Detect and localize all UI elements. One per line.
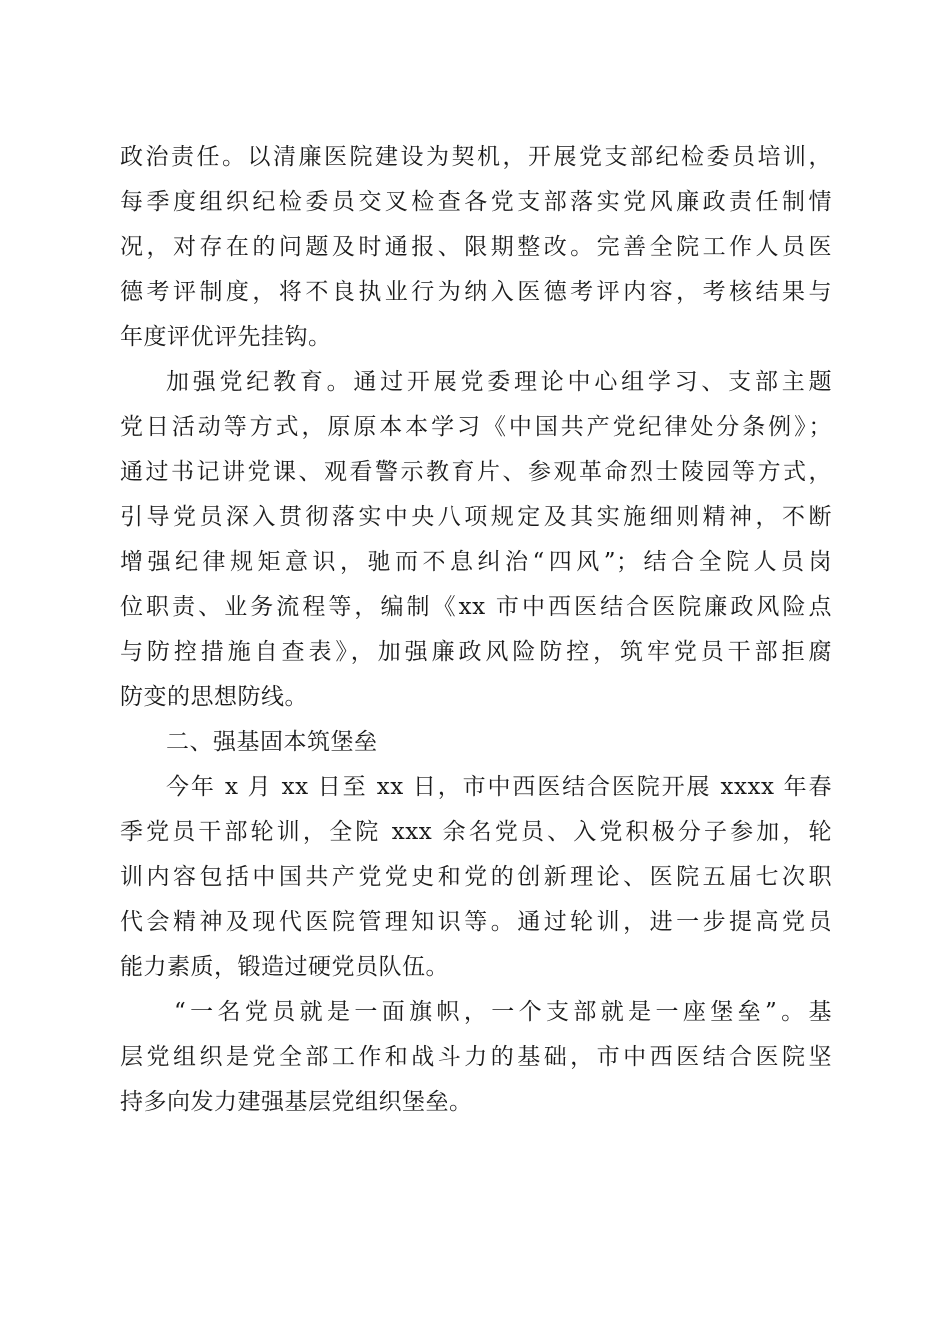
text-line: 党日活动等方式，原原本本学习《中国共产党纪律处分条例》；: [120, 414, 832, 440]
paragraph-training: [120, 765, 832, 990]
text-line: 引导党员深入贯彻落实中央八项规定及其实施细则精神，不断: [120, 504, 832, 530]
text-line: 年度评优评先挂钩。: [120, 324, 332, 350]
text-line: 代会精神及现代医院管理知识等。通过轮训，进一步提高党员: [120, 909, 832, 935]
text-line: 防变的思想防线。: [120, 684, 308, 710]
text-line: 位职责、业务流程等，编制《xx 市中西医结合医院廉政风险点: [120, 594, 832, 620]
text-line: 与防控措施自查表》，加强廉政风险防控，筑牢党员干部拒腐: [120, 639, 832, 665]
text-line: 加强党纪教育。通过开展党委理论中心组学习、支部主题: [166, 369, 832, 395]
paragraph-grassroots-fortress: [120, 990, 832, 1125]
text-line: 每季度组织纪检委员交叉检查各党支部落实党风廉政责任制情: [120, 189, 832, 215]
text-line: 季党员干部轮训，全院 xxx 余名党员、入党积极分子参加，轮: [120, 819, 832, 845]
text-line: 训内容包括中国共产党党史和党的创新理论、医院五届七次职: [120, 864, 832, 890]
text-line: 况，对存在的问题及时通报、限期整改。完善全院工作人员医: [120, 234, 832, 260]
text-line: 政治责任。以清廉医院建设为契机，开展党支部纪检委员培训，: [120, 144, 832, 170]
section-heading: 二、强基固本筑堡垒: [166, 729, 378, 755]
text-line: 增强纪律规矩意识，驰而不息纠治“四风”；结合全院人员岗: [120, 549, 832, 575]
text-line: “一名党员就是一面旗帜，一个支部就是一座堡垒”。基: [174, 999, 832, 1025]
text-line: 能力素质，锻造过硬党员队伍。: [120, 954, 449, 980]
text-line: 今年 x 月 xx 日至 xx 日，市中西医结合医院开展 xxxx 年春: [166, 774, 832, 800]
text-line: 德考评制度，将不良执业行为纳入医德考评内容，考核结果与: [120, 279, 832, 305]
text-line: 通过书记讲党课、观看警示教育片、参观革命烈士陵园等方式，: [120, 459, 832, 485]
paragraph-discipline-education: [120, 360, 832, 720]
document-page: [120, 135, 832, 1125]
paragraph-political-responsibility: [120, 135, 832, 360]
text-line: 层党组织是党全部工作和战斗力的基础，市中西医结合医院坚: [120, 1044, 832, 1070]
text-line: 持多向发力建强基层党组织堡垒。: [120, 1089, 473, 1115]
